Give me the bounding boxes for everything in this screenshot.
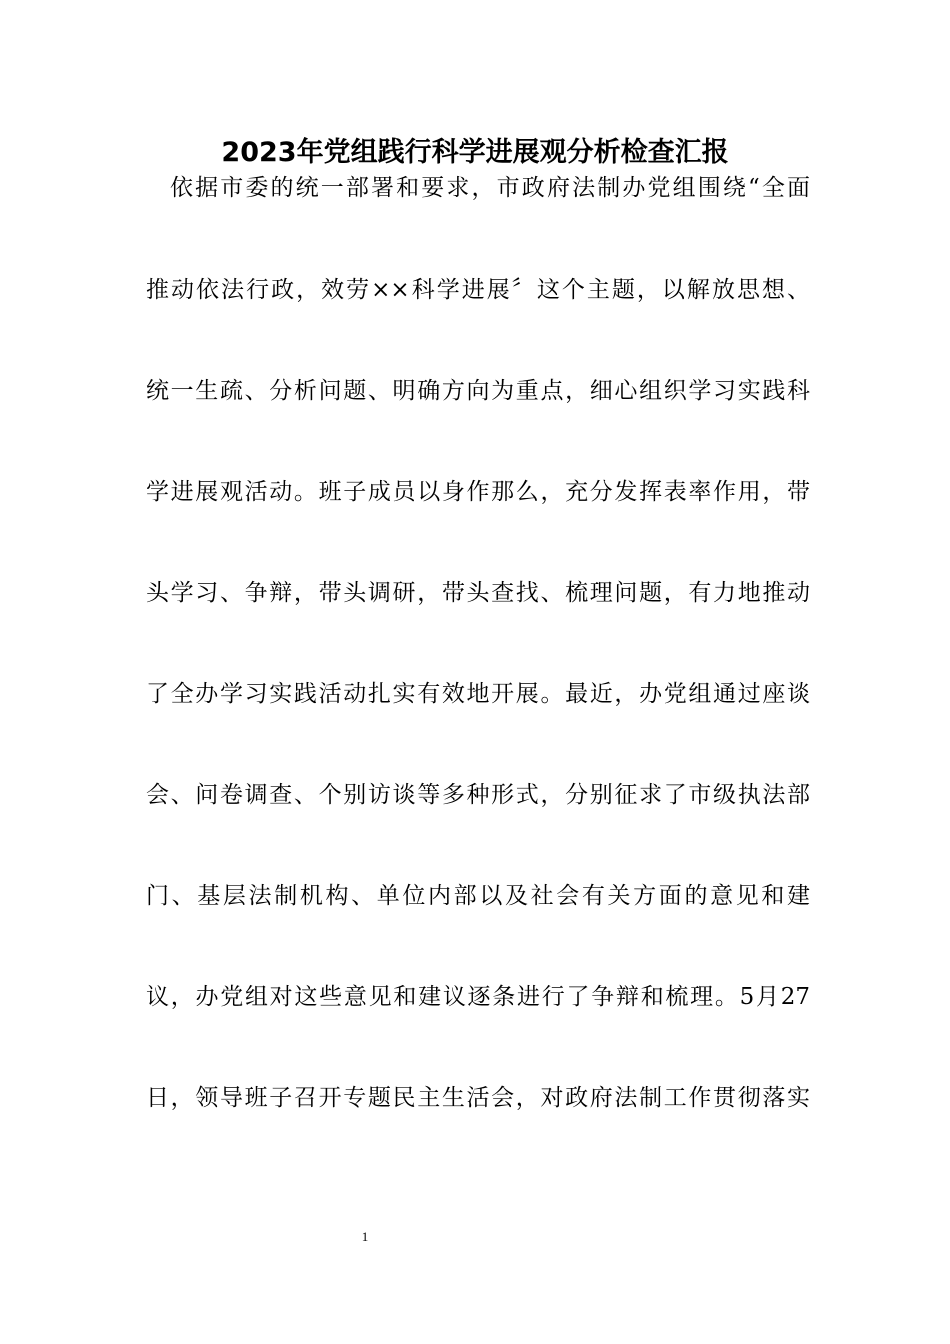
page-number: 1	[361, 1229, 369, 1244]
paragraph-line: 头学习、争辩，带头调研，带头查找、梳理问题，有力地推动	[146, 580, 810, 606]
paragraph-line: 日，领导班子召开专题民主生活会，对政府法制工作贯彻落实	[146, 1085, 810, 1111]
paragraph-line: 统一生疏、分析问题、明确方向为重点，细心组织学习实践科	[146, 378, 810, 404]
paragraph-line: 依据市委的统一部署和要求，市政府法制办党组围绕“全面	[170, 175, 810, 201]
paragraph-line: 会、问卷调查、个别访谈等多种形式，分别征求了市级执法部	[146, 782, 810, 808]
paragraph-line: 门、基层法制机构、单位内部以及社会有关方面的意见和建	[146, 883, 810, 909]
paragraph-line: 推动依法行政，效劳××科学进展〞这个主题，以解放思想、	[146, 277, 810, 303]
paragraph-line: 议，办党组对这些意见和建议逐条进行了争辩和梳理。5月27	[146, 984, 810, 1010]
paragraph-line: 了全办学习实践活动扎实有效地开展。最近，办党组通过座谈	[146, 681, 810, 707]
paragraph-line: 学进展观活动。班子成员以身作那么，充分发挥表率作用，带	[146, 479, 810, 505]
document-title: 2023年党组践行科学进展观分析检查汇报	[221, 137, 729, 168]
